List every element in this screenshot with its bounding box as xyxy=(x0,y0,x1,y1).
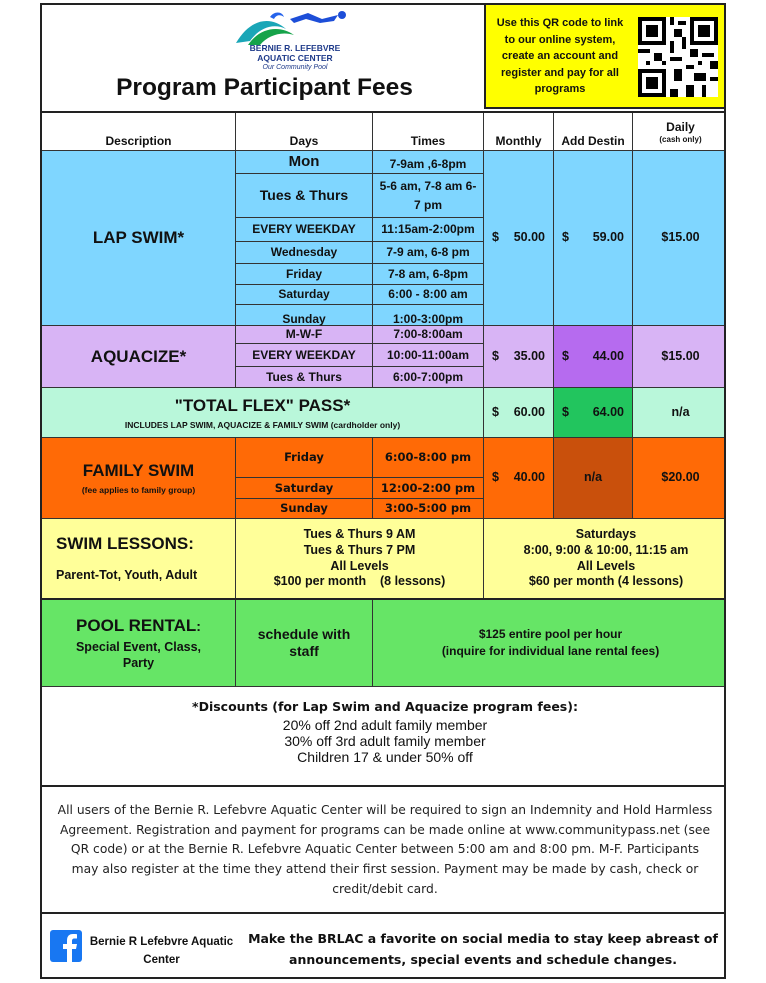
discounts-title: *Discounts (for Lap Swim and Aquacize program fees): xyxy=(192,699,578,714)
logo-line2: AQUATIC CENTER xyxy=(257,53,333,63)
logo-line1: BERNIE R. LEFEBVRE xyxy=(249,43,341,53)
aqua-time-1: 10:00-11:00am xyxy=(373,344,484,367)
logo xyxy=(230,9,360,75)
col-daily-label: Daily xyxy=(666,119,695,134)
lap-time-0: 7-9am ,6-8pm xyxy=(373,151,484,174)
aqua-day-2: Tues & Thurs xyxy=(236,367,373,387)
family-time-0: 6:00-8:00 pm xyxy=(373,438,484,478)
discount-line-0: 20% off 2nd adult family member xyxy=(282,717,488,733)
aquacize-label: AQUACIZE* xyxy=(42,326,236,387)
col-monthly: Monthly xyxy=(484,113,554,152)
family-swim-note: (fee applies to family group) xyxy=(81,485,196,496)
col-times: Times xyxy=(373,113,484,152)
facebook-name[interactable]: Bernie R Lefebvre Aquatic Center xyxy=(89,936,234,966)
lessons-saturday-1: 8:00, 9:00 & 10:00, 11:15 am xyxy=(523,542,689,557)
rental-label-cell xyxy=(42,600,236,686)
aqua-monthly xyxy=(484,326,554,387)
lessons-weekday xyxy=(236,519,484,598)
lap-monthly-currency: $ xyxy=(492,230,499,245)
family-daily: $20.00 xyxy=(661,470,700,485)
family-day-0: Friday xyxy=(236,438,373,478)
lap-monthly xyxy=(484,151,554,325)
aqua-time-2: 6:00-7:00pm xyxy=(373,367,484,387)
total-flex-label-cell xyxy=(42,388,484,437)
lessons-weekday-3: $100 per month (8 lessons) xyxy=(273,574,446,589)
footer xyxy=(42,912,726,979)
lap-time-1: 5-6 am, 7-8 am 6-7 pm xyxy=(373,174,484,218)
lap-swim-label: LAP SWIM* xyxy=(42,151,236,325)
discount-line-1: 30% off 3rd adult family member xyxy=(284,733,486,749)
col-daily-note: (cash only) xyxy=(659,134,702,144)
lessons-saturday-2: All Levels xyxy=(576,558,636,573)
lessons-weekday-2: All Levels xyxy=(330,558,389,573)
family-monthly-value: 40.00 xyxy=(513,470,545,485)
lap-swim-row xyxy=(42,151,726,326)
lap-day-0: Mon xyxy=(236,151,373,174)
aqua-day-1: EVERY WEEKDAY xyxy=(236,344,373,367)
family-day-1: Saturday xyxy=(236,478,373,499)
lap-monthly-value: 50.00 xyxy=(513,230,545,245)
qr-box xyxy=(484,5,726,109)
qr-text: Use this QR code to link to our online system, create an account and register and pay for all programs xyxy=(496,17,624,95)
col-daily xyxy=(633,113,726,152)
col-days: Days xyxy=(236,113,373,152)
aqua-destin-currency: $ xyxy=(562,348,569,363)
flex-destin-value: 64.00 xyxy=(592,404,624,419)
col-add-destin: Add Destin xyxy=(554,113,633,152)
flex-daily: n/a xyxy=(671,404,690,419)
family-monthly-currency: $ xyxy=(492,470,499,485)
lap-destin-value: 59.00 xyxy=(592,230,624,245)
table-header xyxy=(42,111,726,151)
lap-destin-currency: $ xyxy=(562,230,569,245)
fee-sheet xyxy=(40,3,726,979)
swim-lessons-sub: Parent-Tot, Youth, Adult xyxy=(56,568,198,583)
aqua-time-0: 7:00-8:00am xyxy=(373,326,484,344)
lap-daily: $15.00 xyxy=(661,230,700,245)
flex-monthly xyxy=(484,388,554,437)
discounts xyxy=(42,687,726,787)
swim-lessons-label: SWIM LESSONS: xyxy=(56,534,194,554)
lap-destin xyxy=(554,151,633,325)
family-monthly xyxy=(484,438,554,518)
pool-rental-sub: Special Event, Class, Party xyxy=(75,640,202,670)
lap-day-1: Tues & Thurs xyxy=(236,174,373,218)
footer-message: Make the BRLAC a favorite on social media to stay keep abreast of announcements, special events and schedule changes. xyxy=(248,931,718,967)
lap-time-2: 11:15am-2:00pm xyxy=(373,218,484,242)
family-swim-row xyxy=(42,438,726,519)
lap-day-6: Sunday xyxy=(236,305,373,325)
family-time-2: 3:00-5:00 pm xyxy=(373,499,484,518)
lap-time-3: 7-9 am, 6-8 pm xyxy=(373,242,484,264)
flex-destin-currency: $ xyxy=(562,404,569,419)
family-day-2: Sunday xyxy=(236,499,373,518)
facebook-icon[interactable] xyxy=(50,930,82,962)
rental-price-cell xyxy=(373,600,726,686)
lessons-weekday-0: Tues & Thurs 9 AM xyxy=(303,527,416,542)
lap-day-5: Saturday xyxy=(236,285,373,305)
flex-destin xyxy=(554,388,633,437)
col-description: Description xyxy=(42,113,236,152)
lessons-saturday-0: Saturdays xyxy=(575,527,637,542)
aqua-monthly-currency: $ xyxy=(492,348,499,363)
pool-rental-title xyxy=(76,615,201,636)
logo-tagline: Our Community Pool xyxy=(262,64,328,71)
aqua-destin xyxy=(554,326,633,387)
family-destin: n/a xyxy=(554,438,633,518)
aqua-destin-value: 44.00 xyxy=(592,348,624,363)
lessons-weekday-1: Tues & Thurs 7 PM xyxy=(303,542,416,557)
family-time-1: 12:00-2:00 pm xyxy=(373,478,484,499)
lap-day-3: Wednesday xyxy=(236,242,373,264)
rental-price: $125 entire pool per hour xyxy=(478,627,623,641)
total-flex-note: INCLUDES LAP SWIM, AQUACIZE & FAMILY SWIM (cardholder only) xyxy=(124,419,401,430)
flex-monthly-value: 60.00 xyxy=(513,404,545,419)
aqua-monthly-value: 35.00 xyxy=(513,348,545,363)
family-label-cell xyxy=(42,438,236,518)
lap-time-4: 7-8 am, 6-8pm xyxy=(373,264,484,285)
flex-monthly-currency: $ xyxy=(492,404,499,419)
discount-line-2: Children 17 & under 50% off xyxy=(297,749,473,765)
lap-day-2: EVERY WEEKDAY xyxy=(236,218,373,242)
lessons-saturday-3: $60 per month (4 lessons) xyxy=(528,574,684,589)
aqua-day-0: M-W-F xyxy=(236,326,373,344)
lap-time-5: 6:00 - 8:00 am xyxy=(373,285,484,305)
pool-rental-label: POOL RENTAL xyxy=(76,615,197,635)
lap-time-6: 1:00-3:00pm xyxy=(373,305,484,325)
aquacize-row xyxy=(42,326,726,388)
agreement-text: All users of the Bernie R. Lefebvre Aquatic Center will be required to sign an Indemnity and Hold Harmless Agreement. Registration and payment for programs can be made online at www.communitypass.net (see QR code) or at the Bernie R. Lefebvre Aquatic Center between 5:00 am and 8:00 pm. M-F. Participants may also register at the time they attend their first session. Payment may be made by cash, check or credit/debit card. xyxy=(57,803,713,896)
pool-rental-colon: : xyxy=(196,617,201,634)
total-flex-row xyxy=(42,388,726,438)
aqua-daily: $15.00 xyxy=(661,348,700,363)
lessons-saturday xyxy=(484,519,726,598)
family-swim-label: FAMILY SWIM xyxy=(82,461,195,481)
swim-lessons-row xyxy=(42,519,726,600)
page-title: Program Participant Fees xyxy=(116,74,413,101)
total-flex-label: "TOTAL FLEX" PASS* xyxy=(174,395,351,415)
rental-price-note: (inquire for individual lane rental fees) xyxy=(441,644,660,658)
lap-day-4: Friday xyxy=(236,264,373,285)
pool-rental-row xyxy=(42,600,726,687)
qr-code-icon[interactable] xyxy=(638,17,718,97)
lessons-label-cell xyxy=(42,519,236,598)
rental-schedule: schedule with staff xyxy=(236,600,373,686)
